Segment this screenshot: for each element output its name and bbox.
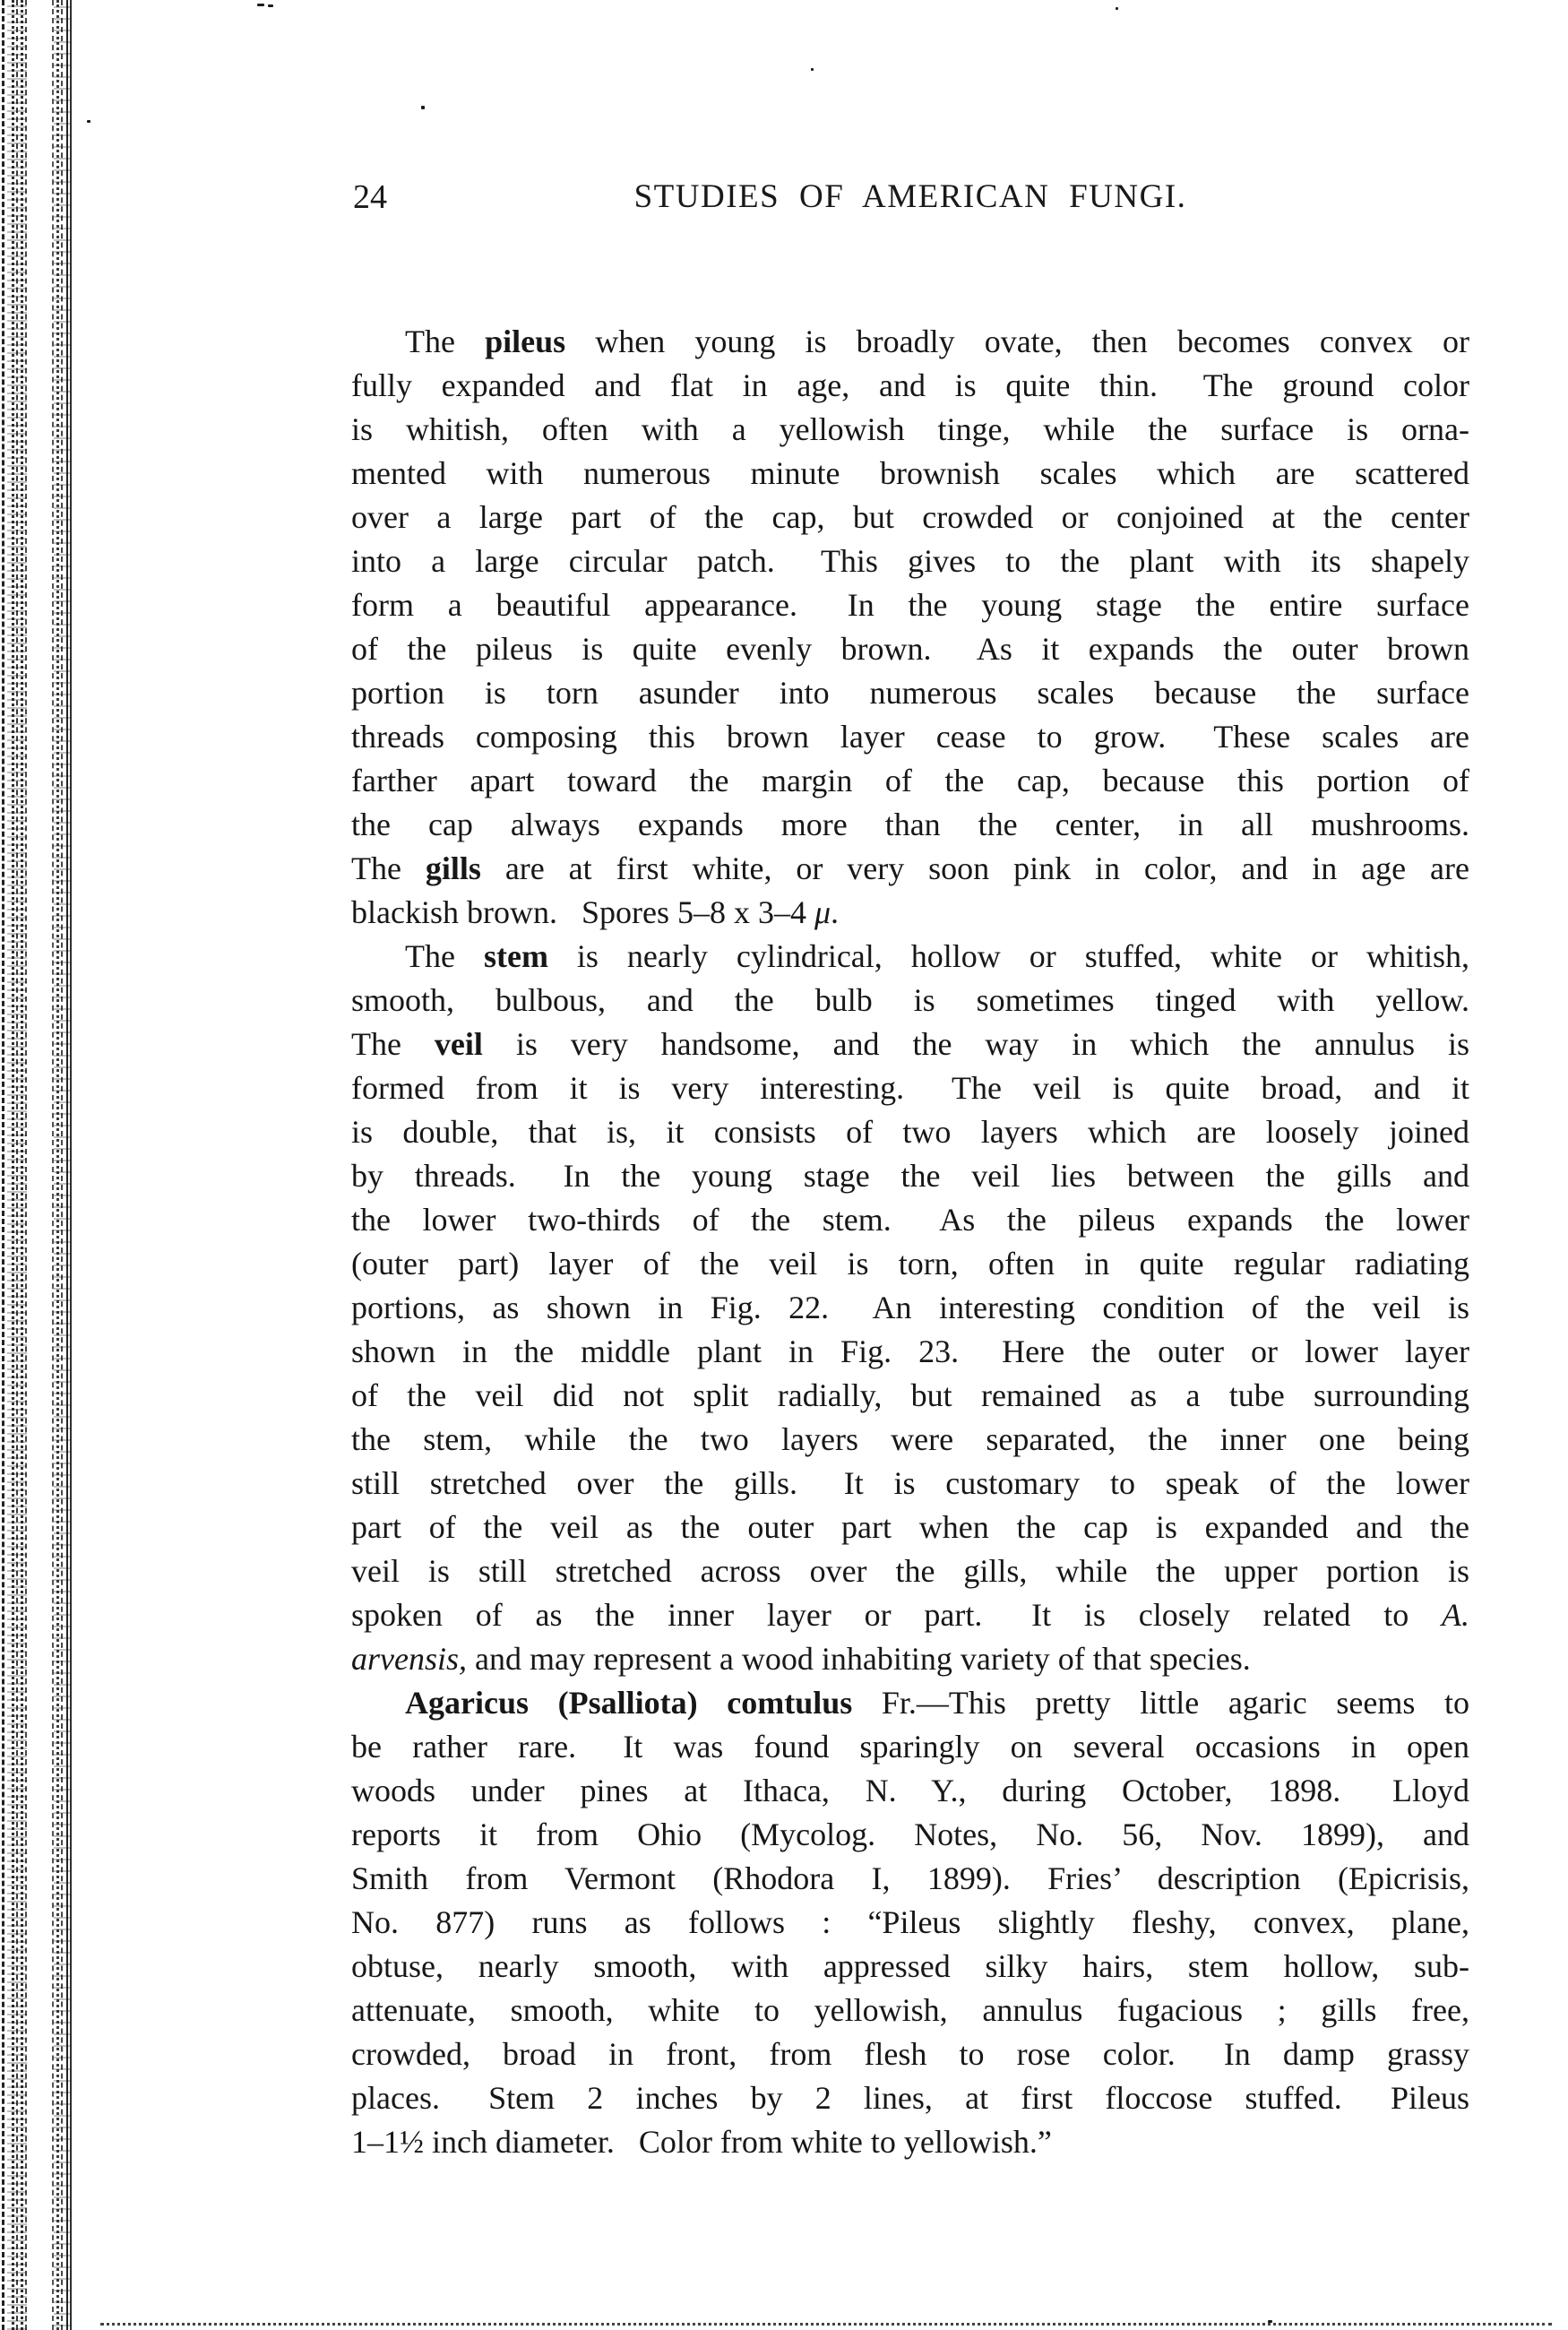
binding-line <box>70 0 72 2330</box>
text-segment: Smith from Vermont (Rhodora I, 1899). Fries’ description (Epicrisis, <box>351 1860 1469 1896</box>
text-segment: The <box>405 324 486 359</box>
binding-line <box>16 0 18 2330</box>
text-segment: The <box>405 938 484 974</box>
binding-line <box>61 0 63 2330</box>
text-segment: be rather rare. It was found sparingly on several occasions in open <box>351 1729 1469 1765</box>
text-line <box>351 1242 1469 1286</box>
text-line <box>351 935 1469 979</box>
binding-line <box>21 0 23 2330</box>
text-segment: woods under pines at Ithaca, N. Y., during October, 1898. Lloyd <box>351 1773 1469 1808</box>
text-line <box>351 1330 1469 1374</box>
text-segment: Fr.—This pretty little agaric seems to <box>852 1685 1470 1721</box>
text-segment: . <box>831 894 840 930</box>
text-line <box>351 671 1469 715</box>
text-line <box>351 496 1469 539</box>
text-segment: blackish brown. Spores 5–8 x 3–4 <box>351 894 814 930</box>
text-line <box>351 759 1469 803</box>
text-line <box>351 891 1469 935</box>
binding-line <box>25 0 27 2330</box>
text-segment: is nearly cylindrical, hollow or stuffed, white or whitish, <box>547 938 1470 974</box>
italic-term: A. <box>1442 1597 1469 1633</box>
text-segment: the stem, while the two layers were separated, the inner one being <box>351 1421 1469 1457</box>
text-line <box>351 539 1469 583</box>
text-segment: fully expanded and flat in age, and is quite thin. The ground color <box>351 367 1469 403</box>
binding-line <box>56 0 59 2330</box>
text-segment: into a large circular patch. This gives to the plant with its shapely <box>351 543 1469 579</box>
text-segment: attenuate, smooth, white to yellowish, annulus fugacious ; gills free, <box>351 1992 1469 2028</box>
text-segment: and may represent a wood inhabiting variety of that species. <box>467 1641 1251 1677</box>
text-line <box>351 627 1469 671</box>
text-line <box>351 1286 1469 1330</box>
text-segment: shown in the middle plant in Fig. 23. Here the outer or lower layer <box>351 1333 1469 1369</box>
text-segment: places. Stem 2 inches by 2 lines, at first floccose stuffed. Pileus <box>351 2080 1469 2116</box>
text-line <box>351 2032 1469 2076</box>
running-title: STUDIES OF AMERICAN FUNGI. <box>633 178 1187 215</box>
binding-line <box>52 0 54 2330</box>
text-segment: formed from it is very interesting. The veil is quite broad, and it <box>351 1070 1469 1106</box>
bold-term: Agaricus (Psalliota) comtulus <box>405 1685 853 1721</box>
scan-speck <box>268 4 273 7</box>
text-line <box>351 1945 1469 1989</box>
text-line <box>351 803 1469 847</box>
text-line <box>351 1549 1469 1593</box>
text-line <box>351 1198 1469 1242</box>
page-column <box>351 0 1469 2330</box>
text-segment: by threads. In the young stage the veil lies between the gills and <box>351 1158 1469 1194</box>
text-segment: part of the veil as the outer part when the cap is expanded and the <box>351 1509 1469 1545</box>
scan-speck <box>87 120 90 123</box>
text-segment: 1–1½ inch diameter. Color from white to yellowish.” <box>351 2124 1052 2160</box>
bold-term: pileus <box>485 324 566 359</box>
italic-term: arvensis, <box>351 1641 467 1677</box>
text-line <box>351 979 1469 1023</box>
text-segment: smooth, bulbous, and the bulb is sometimes tinged with yellow. <box>351 982 1469 1018</box>
body-text <box>351 320 1469 2164</box>
text-line <box>351 1989 1469 2032</box>
text-segment: (outer part) layer of the veil is torn, often in quite regular radiating <box>351 1246 1469 1282</box>
text-segment: over a large part of the cap, but crowded or conjoined at the center <box>351 499 1469 535</box>
text-segment: is double, that is, it consists of two layers which are loosely joined <box>351 1114 1469 1150</box>
text-segment: mented with numerous minute brownish scales which are scattered <box>351 455 1469 491</box>
text-line <box>351 583 1469 627</box>
binding-line <box>66 0 68 2330</box>
text-segment: reports it from Ohio (Mycolog. Notes, No. 56, Nov. 1899), and <box>351 1817 1469 1852</box>
text-segment: are at first white, or very soon pink in color, and in age are <box>480 850 1470 886</box>
text-line <box>351 364 1469 408</box>
text-segment: is very handsome, and the way in which the annulus is <box>482 1026 1469 1062</box>
italic-term: μ <box>814 894 831 930</box>
text-segment: No. 877) runs as follows : “Pileus slightly fleshy, convex, plane, <box>351 1904 1469 1940</box>
text-line <box>351 1110 1469 1154</box>
agaricus-comtulus-paragraph <box>351 1681 1469 2164</box>
text-line <box>351 1901 1469 1945</box>
text-segment: of the veil did not split radially, but remained as a tube surrounding <box>351 1377 1469 1413</box>
pileus-description-paragraph <box>351 320 1469 935</box>
text-line <box>351 320 1469 364</box>
text-line <box>351 408 1469 452</box>
text-line <box>351 1462 1469 1506</box>
text-line <box>351 1769 1469 1813</box>
binding-line <box>12 0 14 2330</box>
bold-term: gills <box>425 850 481 886</box>
text-segment: spoken of as the inner layer or part. It is closely related to <box>351 1597 1442 1633</box>
scan-speck <box>257 4 264 6</box>
text-segment: crowded, broad in front, from flesh to rose color. In damp grassy <box>351 2036 1469 2072</box>
page-number: 24 <box>353 178 387 216</box>
text-line <box>351 1418 1469 1462</box>
text-line <box>351 1681 1469 1725</box>
text-segment: obtuse, nearly smooth, with appressed silky hairs, stem hollow, sub- <box>351 1948 1469 1984</box>
bold-term: veil <box>434 1026 483 1062</box>
bold-term: stem <box>483 938 548 974</box>
text-segment: veil is still stretched across over the gills, while the upper portion is <box>351 1553 1469 1589</box>
text-line <box>351 1506 1469 1549</box>
text-line <box>351 847 1469 891</box>
text-segment: still stretched over the gills. It is customary to speak of the lower <box>351 1465 1469 1501</box>
text-segment: when young is broadly ovate, then becomes convex or <box>565 324 1469 359</box>
text-segment: the cap always expands more than the center, in all mushrooms. <box>351 807 1469 842</box>
text-segment: portion is torn asunder into numerous scales because the surface <box>351 675 1469 711</box>
text-segment: The <box>351 850 426 886</box>
text-line <box>351 1066 1469 1110</box>
binding-line <box>2 0 4 2330</box>
text-line <box>351 2120 1469 2164</box>
text-segment: of the pileus is quite evenly brown. As it expands the outer brown <box>351 631 1469 667</box>
page-header <box>351 174 1469 220</box>
text-segment: the lower two-thirds of the stem. As the pileus expands the lower <box>351 1202 1469 1238</box>
text-line <box>351 1637 1469 1681</box>
text-line <box>351 1725 1469 1769</box>
text-line <box>351 1154 1469 1198</box>
text-line <box>351 1593 1469 1637</box>
text-line <box>351 1374 1469 1418</box>
text-line <box>351 1857 1469 1901</box>
text-segment: form a beautiful appearance. In the young stage the entire surface <box>351 587 1469 623</box>
text-segment: farther apart toward the margin of the cap, because this portion of <box>351 763 1469 798</box>
text-segment: threads composing this brown layer cease to grow. These scales are <box>351 719 1469 755</box>
stem-veil-paragraph <box>351 935 1469 1681</box>
text-line <box>351 1023 1469 1066</box>
text-line <box>351 2076 1469 2120</box>
text-line <box>351 452 1469 496</box>
text-line <box>351 715 1469 759</box>
text-segment: is whitish, often with a yellowish tinge, while the surface is orna- <box>351 411 1469 447</box>
text-segment: portions, as shown in Fig. 22. An interesting condition of the veil is <box>351 1290 1469 1325</box>
text-segment: The <box>351 1026 435 1062</box>
text-line <box>351 1813 1469 1857</box>
